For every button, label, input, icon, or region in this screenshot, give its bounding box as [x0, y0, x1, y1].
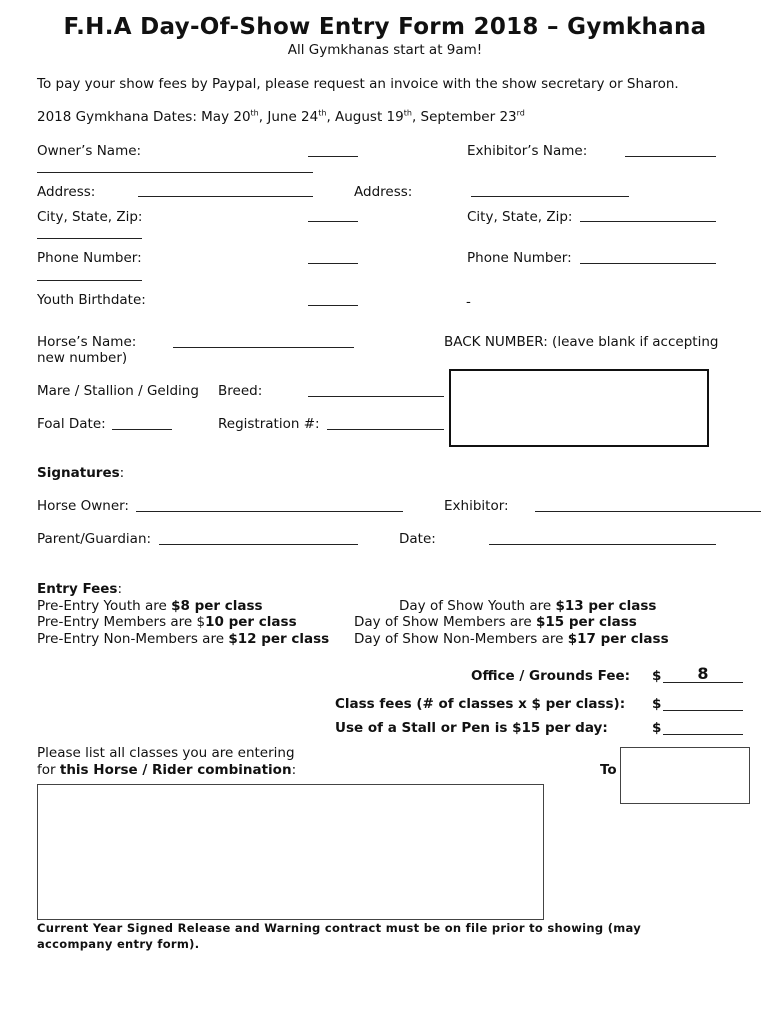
prompt-bold-text: this Horse / Rider combination — [59, 762, 292, 778]
classes-prompt-line2 — [37, 762, 296, 778]
horse-name-label: Horse’s Name: — [37, 334, 137, 350]
youth-birthdate-field[interactable] — [308, 305, 358, 306]
back-number-label: BACK NUMBER: (leave blank if accepting — [444, 334, 719, 350]
date-field[interactable] — [489, 544, 716, 545]
dates-text: , June 24 — [258, 109, 319, 125]
horse-name-field[interactable] — [173, 347, 354, 348]
owner-name-field-continued[interactable] — [37, 172, 313, 173]
dash-mark: - — [466, 294, 471, 310]
total-box[interactable] — [620, 747, 750, 804]
release-note-line1: Current Year Signed Release and Warning contract must be on file prior to showing (may — [37, 921, 642, 935]
exhibitor-phone-field[interactable] — [580, 263, 716, 264]
back-number-box[interactable] — [449, 369, 709, 447]
owner-city-label: City, State, Zip: — [37, 209, 143, 225]
day-of-show-nonmembers — [354, 631, 669, 647]
day-of-show-youth — [399, 598, 656, 614]
registration-field[interactable] — [327, 429, 444, 430]
date-label: Date: — [399, 531, 436, 547]
fee-text: Pre-Entry Non-Members are — [37, 631, 229, 647]
class-fees-label: Class fees (# of classes x $ per class): — [335, 696, 626, 712]
prompt-text: : — [291, 762, 297, 778]
back-number-label-continued: new number) — [37, 350, 128, 366]
colon: : — [119, 465, 125, 481]
fee-price: $17 per class — [567, 631, 669, 647]
exhibitor-address-field[interactable] — [471, 196, 629, 197]
horse-sex-label: Mare / Stallion / Gelding — [37, 383, 199, 399]
day-of-show-members — [354, 614, 637, 630]
dates-text: 2018 Gymkhana Dates: May 20 — [37, 109, 251, 125]
signatures-heading — [37, 465, 124, 481]
dollar-sign: $ — [652, 668, 662, 684]
date-suffix: th — [403, 108, 412, 118]
fee-price: $12 per class — [228, 631, 330, 647]
exhibitor-city-label: City, State, Zip: — [467, 209, 573, 225]
exhibitor-signature-label: Exhibitor: — [444, 498, 509, 514]
fee-text: Day of Show Members are — [354, 614, 536, 630]
entry-fees-heading — [37, 581, 122, 597]
owner-address-label: Address: — [37, 184, 96, 200]
gymkhana-dates — [37, 109, 525, 125]
pre-entry-members — [37, 614, 297, 630]
total-label: To — [600, 762, 617, 778]
exhibitor-signature-field[interactable] — [535, 511, 761, 512]
fee-text: Pre-Entry Members are $ — [37, 614, 206, 630]
pre-entry-youth — [37, 598, 263, 614]
fee-text: Day of Show Youth are — [399, 598, 556, 614]
horse-owner-signature-field[interactable] — [136, 511, 403, 512]
classes-prompt-line1: Please list all classes you are entering — [37, 745, 295, 761]
release-note-line2: accompany entry form). — [37, 937, 200, 951]
exhibitor-name-label: Exhibitor’s Name: — [467, 143, 588, 159]
colon: : — [117, 581, 123, 597]
exhibitor-name-field[interactable] — [625, 156, 716, 157]
date-suffix: rd — [516, 108, 525, 118]
owner-name-field[interactable] — [308, 156, 358, 157]
fee-price: $13 per class — [555, 598, 657, 614]
owner-city-field[interactable] — [308, 221, 358, 222]
date-suffix: th — [250, 108, 259, 118]
class-fees-field[interactable] — [663, 710, 743, 711]
dollar-sign: $ — [652, 696, 662, 712]
form-subtitle: All Gymkhanas start at 9am! — [287, 42, 483, 58]
office-fee-label: Office / Grounds Fee: — [471, 668, 631, 684]
exhibitor-phone-label: Phone Number: — [467, 250, 572, 266]
parent-guardian-label: Parent/Guardian: — [37, 531, 152, 547]
date-suffix: th — [318, 108, 327, 118]
fee-price: $15 per class — [535, 614, 637, 630]
dates-text: , August 19 — [326, 109, 404, 125]
breed-field[interactable] — [308, 396, 444, 397]
office-fee-value: 8 — [697, 664, 709, 683]
foal-date-field[interactable] — [112, 429, 172, 430]
parent-guardian-field[interactable] — [159, 544, 358, 545]
fee-text: Pre-Entry Youth are — [37, 598, 172, 614]
owner-city-field-continued[interactable] — [37, 238, 142, 239]
pre-entry-nonmembers — [37, 631, 329, 647]
owner-address-field[interactable] — [138, 196, 313, 197]
breed-label: Breed: — [218, 383, 263, 399]
fee-text: Day of Show Non-Members are — [354, 631, 568, 647]
fee-price: 10 per class — [205, 614, 297, 630]
form-title: F.H.A Day-Of-Show Entry Form 2018 – Gymkhana — [63, 14, 707, 40]
exhibitor-address-label: Address: — [354, 184, 413, 200]
horse-owner-signature-label: Horse Owner: — [37, 498, 129, 514]
dollar-sign: $ — [652, 720, 662, 736]
paypal-note: To pay your show fees by Paypal, please request an invoice with the show secretary or Sharon. — [37, 76, 679, 92]
owner-phone-field-continued[interactable] — [37, 280, 142, 281]
signatures-heading-text: Signatures — [37, 465, 120, 481]
foal-date-label: Foal Date: — [37, 416, 106, 432]
registration-label: Registration #: — [218, 416, 320, 432]
stall-fee-label: Use of a Stall or Pen is $15 per day: — [335, 720, 608, 736]
classes-entry-box[interactable] — [37, 784, 544, 920]
prompt-text: for — [37, 762, 60, 778]
fee-price: $8 per class — [171, 598, 263, 614]
owner-phone-field[interactable] — [308, 263, 358, 264]
entry-fees-heading-text: Entry Fees — [37, 581, 118, 597]
youth-birthdate-label: Youth Birthdate: — [37, 292, 146, 308]
owner-name-label: Owner’s Name: — [37, 143, 142, 159]
dates-text: , September 23 — [411, 109, 517, 125]
exhibitor-city-field[interactable] — [580, 221, 716, 222]
stall-fee-field[interactable] — [663, 734, 743, 735]
owner-phone-label: Phone Number: — [37, 250, 142, 266]
